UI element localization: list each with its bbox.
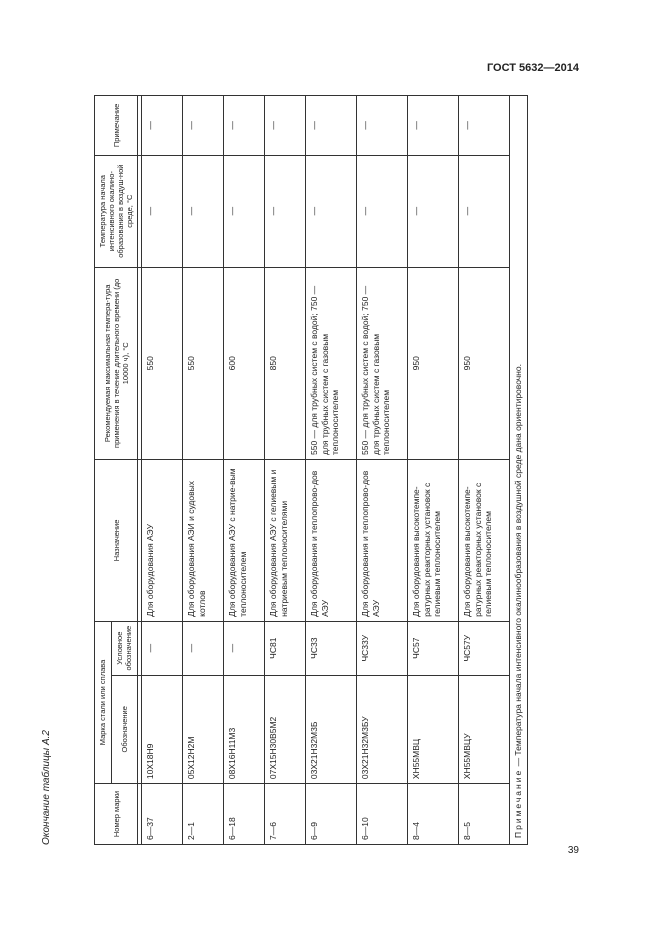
cell-oxidation-temperature: — xyxy=(306,155,357,267)
cell-grade-number: 8—5 xyxy=(459,784,510,845)
header-purpose: Назначение xyxy=(95,460,138,622)
cell-oxidation-temperature: — xyxy=(459,155,510,267)
cell-note: — xyxy=(183,96,224,156)
cell-grade-number: 7—6 xyxy=(265,784,306,845)
cell-oxidation-temperature: — xyxy=(183,155,224,267)
header-note: Примечание xyxy=(95,96,138,156)
cell-note: — xyxy=(306,96,357,156)
cell-designation: 03Х21Н32М3БУ xyxy=(357,675,408,784)
header-oxidation-temperature: Температура начала интенсивного окалино-образования в воздуш-ной среде, °С xyxy=(95,155,138,267)
table-row xyxy=(224,96,265,845)
cell-conventional: ЧС33 xyxy=(306,621,357,675)
cell-note: — xyxy=(142,96,183,156)
header-grade-number: Номер марки xyxy=(95,784,138,845)
cell-purpose: Для оборудования АЭУ с гелиевым и натриевым теплоносителями xyxy=(265,460,306,622)
cell-grade-number: 6—9 xyxy=(306,784,357,845)
cell-max-temperature: 950 xyxy=(459,267,510,459)
table-row xyxy=(459,96,510,845)
cell-designation: ХН55МВЦ xyxy=(408,675,459,784)
cell-max-temperature: 550 xyxy=(142,267,183,459)
cell-purpose: Для оборудования высокотемпе-ратурных реакторных установок с гелиевым теплоносителем xyxy=(408,460,459,622)
cell-purpose: Для оборудования и теплопрово-дов АЭУ xyxy=(357,460,408,622)
footnote-label: Примечание xyxy=(513,768,523,838)
cell-max-temperature: 600 xyxy=(224,267,265,459)
table-header-row xyxy=(95,96,112,845)
cell-grade-number: 6—37 xyxy=(142,784,183,845)
table-footnote-row xyxy=(510,96,528,845)
cell-conventional: — xyxy=(224,621,265,675)
cell-designation: 10Х18Н9 xyxy=(142,675,183,784)
table-footnote xyxy=(510,96,528,845)
steel-grades-table xyxy=(94,95,528,845)
cell-oxidation-temperature: — xyxy=(142,155,183,267)
cell-note: — xyxy=(265,96,306,156)
cell-max-temperature: 550 — для трубных систем с водой; 750 — для трубных систем с газовым теплоносителем xyxy=(357,267,408,459)
cell-purpose: Для оборудования и теплопрово-дов АЭУ xyxy=(306,460,357,622)
cell-conventional: ЧС57 xyxy=(408,621,459,675)
cell-conventional: ЧС33У xyxy=(357,621,408,675)
cell-grade-number: 2—1 xyxy=(183,784,224,845)
cell-conventional: ЧС57У xyxy=(459,621,510,675)
cell-grade-number: 6—18 xyxy=(224,784,265,845)
table-row xyxy=(142,96,183,845)
cell-oxidation-temperature: — xyxy=(265,155,306,267)
cell-note: — xyxy=(224,96,265,156)
cell-oxidation-temperature: — xyxy=(357,155,408,267)
cell-purpose: Для оборудования АЭИ и судовых котлов xyxy=(183,460,224,622)
cell-grade-number: 6—10 xyxy=(357,784,408,845)
table-row xyxy=(183,96,224,845)
cell-conventional: — xyxy=(183,621,224,675)
cell-designation: ХН55МВЦУ xyxy=(459,675,510,784)
cell-max-temperature: 850 xyxy=(265,267,306,459)
cell-designation: 03Х21Н32М3Б xyxy=(306,675,357,784)
cell-max-temperature: 550 xyxy=(183,267,224,459)
cell-purpose: Для оборудования высокотемпе-ратурных реакторных установок с гелиевым теплоносителем xyxy=(459,460,510,622)
cell-designation: 08Х16Н11М3 xyxy=(224,675,265,784)
header-max-temperature: Рекомендуемая максимальная темпера-тура применения в течение длительного времени (до 10000 ч), °С xyxy=(95,267,138,459)
cell-conventional: ЧС81 xyxy=(265,621,306,675)
cell-designation: 07Х15Н30В5М2 xyxy=(265,675,306,784)
footnote-text: — Температура начала интенсивного окалинообразования в воздушной среде дана ориентировочно. xyxy=(513,364,523,769)
table-row xyxy=(357,96,408,845)
rotated-table-block xyxy=(40,95,523,845)
table-row xyxy=(306,96,357,845)
cell-note: — xyxy=(357,96,408,156)
cell-grade-number: 8—4 xyxy=(408,784,459,845)
header-steel-grade: Марка стали или сплава xyxy=(95,621,112,783)
header-designation: Обозначение xyxy=(111,675,137,784)
page-number: 39 xyxy=(567,845,579,856)
cell-max-temperature: 950 xyxy=(408,267,459,459)
cell-oxidation-temperature: — xyxy=(408,155,459,267)
cell-conventional: — xyxy=(142,621,183,675)
table-caption: Окончание таблицы А.2 xyxy=(41,730,52,845)
cell-max-temperature: 550 — для трубных систем с водой; 750 — для трубных систем с газовым теплоносителем xyxy=(306,267,357,459)
header-conventional-designation: Условное обозначение xyxy=(111,621,137,675)
cell-designation: 05Х12Н2М xyxy=(183,675,224,784)
document-code: ГОСТ 5632—2014 xyxy=(486,62,579,74)
cell-note: — xyxy=(408,96,459,156)
cell-purpose: Для оборудования АЭУ xyxy=(142,460,183,622)
cell-oxidation-temperature: — xyxy=(224,155,265,267)
table-row xyxy=(265,96,306,845)
cell-note: — xyxy=(459,96,510,156)
table-row xyxy=(408,96,459,845)
cell-purpose: Для оборудования АЭУ с натрие-вым теплоносителем xyxy=(224,460,265,622)
